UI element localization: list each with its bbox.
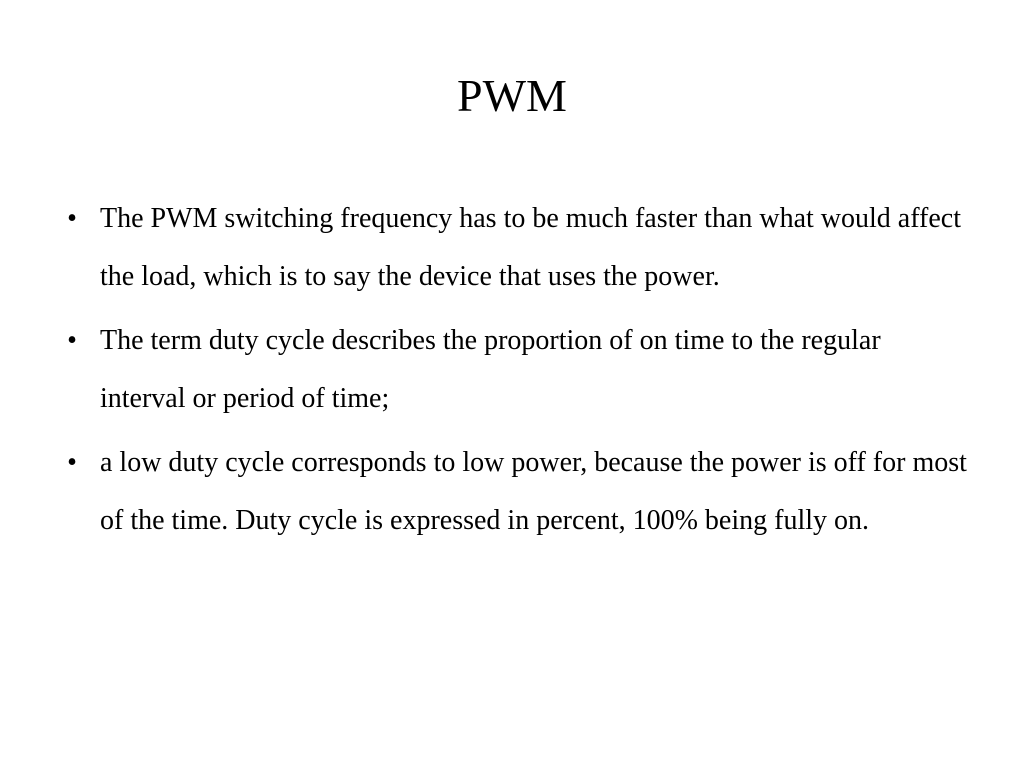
slide-title: PWM <box>457 70 567 121</box>
bullet-icon: • <box>67 447 77 478</box>
bullet-list <box>62 190 967 556</box>
bullet-item <box>62 434 967 550</box>
bullet-item <box>62 312 967 428</box>
bullet-text: The term duty cycle describes the proportion of on time to the regular interval or period of time; <box>100 325 881 414</box>
bullet-icon: • <box>67 325 77 356</box>
bullet-text: The PWM switching frequency has to be much faster than what would affect the load, which is to say the device that uses the power. <box>100 203 961 292</box>
bullet-text: a low duty cycle corresponds to low power, because the power is off for most of the time. Duty cycle is expressed in percent, 100% being fully on. <box>100 447 967 536</box>
bullet-item <box>62 190 967 306</box>
bullet-icon: • <box>67 203 77 234</box>
